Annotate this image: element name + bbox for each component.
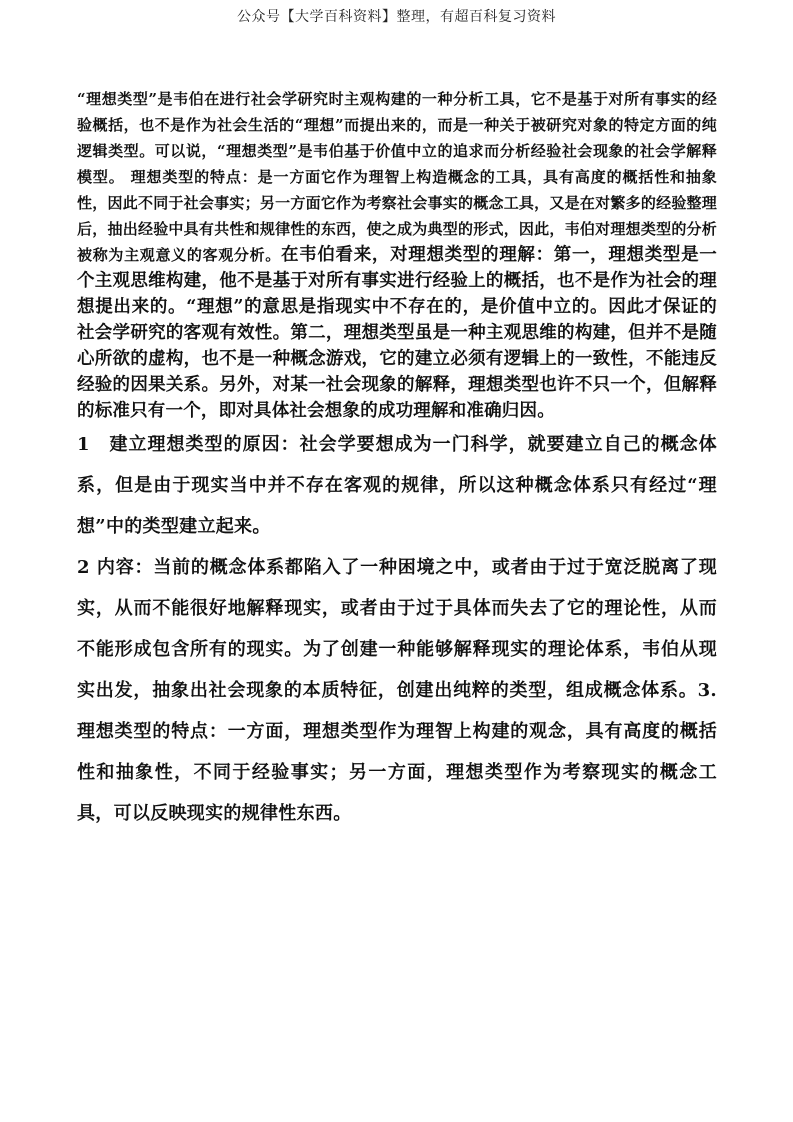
document-body [77,86,736,834]
paragraph-ideal-type-definition [77,86,717,424]
page-header: 公众号【大学百科资料】整理，有超百科复习资料 [237,9,556,25]
paragraph-large-run: 在韦伯看来，对理想类型的理解：第一，理想类型是一个主观思维构建，他不是基于对所有事实进行经验上的概括，也不是作为社会的理想提出来的。“理想”的意思是指现实中不存在的，是价值中立的。因此才保证的社会学研究的客观有效性。第二，理想类型虽是一种主观思维的构建，但并不是随心所欲的虚构，也不是一种概念游戏，它的建立必须有逻辑上的一致性，不能违反经验的因果关系。另外，对某一社会现象的解释，理想类型也许不只一个，但解释的标准只有一个，即对具体社会想象的成功理解和准确归因。 [77,245,717,421]
paragraph-reason: 1 建立理想类型的原因：社会学要想成为一门科学，就要建立自己的概念体系，但是由于现实当中并不存在客观的规律，所以这种概念体系只有经过“理想”中的类型建立起来。 [77,434,717,537]
paragraph-small-run: “理想类型”是韦伯在进行社会学研究时主观构建的一种分析工具，它不是基于对所有事实的经验概括，也不是作为社会生活的“理想”而提出来的，而是一种关于被研究对象的特定方面的纯逻辑类型。可以说，“理想类型”是韦伯基于价值中立的追求而分析经验社会现象的社会学解释模型。 理想类型的特点：是一方面它作为理智上构造概念的工具，具有高度的概括性和抽象性，因此不同于社会事实；另一方面它作为考察社会事实的概念工具，又是在对繁多的经验整理后，抽出经验中具有共性和规律性的东西，使之成为典型的形式，因此，韦伯对理想类型的分析被称为主观意义的客观分析。 [77,90,717,264]
paragraph-content: 2 内容：当前的概念体系都陷入了一种困境之中，或者由于过于宽泛脱离了现实，从而不能很好地解释现实，或者由于过于具体而失去了它的理论性，从而不能形成包含所有的现实。为了创建一种能够解释现实的理论体系，韦伯从现实出发，抽象出社会现象的本质特征，创建出纯粹的类型，组成概念体系。3. 理想类型的特点：一方面，理想类型作为理智上构建的观念，具有高度的概括性和抽象性，不同于经验事实；另一方面，理想类型作为考察现实的概念工具，可以反映现实的规律性东西。 [77,557,736,824]
